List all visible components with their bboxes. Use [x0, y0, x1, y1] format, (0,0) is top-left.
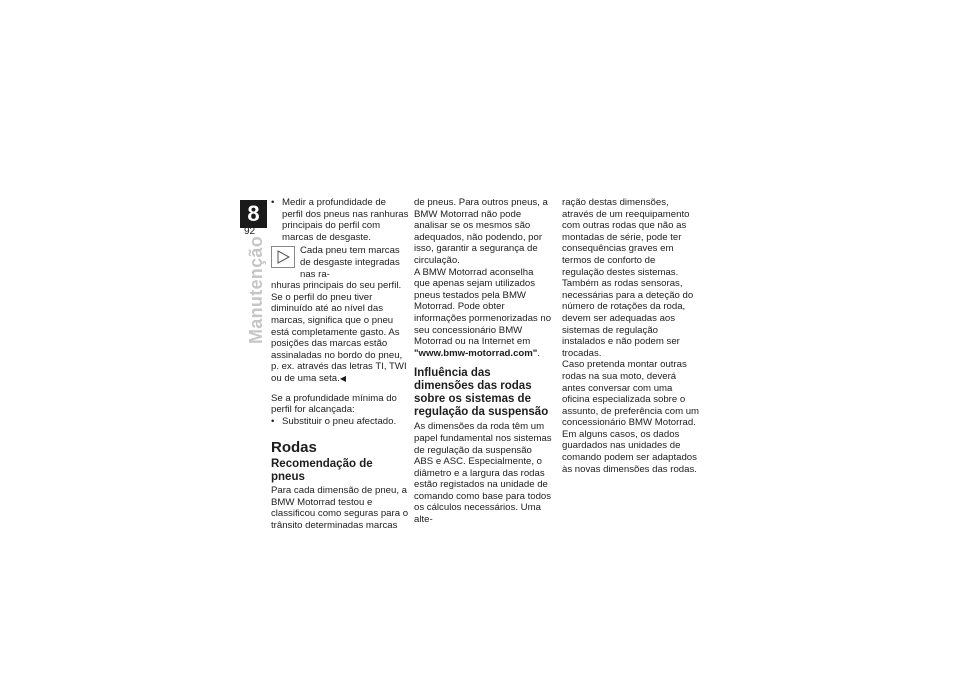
note-triangle-icon — [271, 246, 295, 268]
paragraph-min-depth: Se a profundidade mínima do perfil for alcançada: — [271, 392, 397, 416]
paragraph-change-consequences: ração destas dimensões, através de um reequipamento com outras rodas que não as montadas de série, pode ter consequências graves em termos de conforto de regulação destes sistemas. — [562, 197, 690, 278]
subheading-wheel-dimensions: Influência das dimensões das rodas sobre os sistemas de regulação da suspensão — [414, 367, 549, 419]
chapter-number-badge: 8 — [240, 200, 267, 228]
advice-end: . — [537, 347, 541, 359]
website-link[interactable]: "www.bmw-motorrad.com" — [414, 347, 538, 359]
note-rest-text: nhuras principais do seu perfil. Se o perfil do pneu tiver diminuído até ao nível das marcas, significa que o pneu está completamente gasto. As posições das marcas estão assinaladas no bordo do pneu, p. ex. através das letras TI, TWI ou de uma seta. — [271, 280, 407, 384]
bullet-text: Medir a profundidade de perfil dos pneus nas ranhuras principais do perfil com marcas de desgaste. — [282, 197, 409, 243]
end-mark-icon: ◀ — [339, 373, 346, 383]
note-block — [271, 245, 409, 280]
subheading-tyre-recommendation: Recomendação de pneus — [271, 458, 373, 484]
text-column-1 — [271, 197, 409, 532]
paragraph-sensor-wheels: Também as rodas sensoras, necessárias para a deteção do número de rotações da roda, devem ser adequadas aos sistemas de regulação instalados e não podem ser trocadas. — [562, 278, 694, 359]
text-column-3 — [562, 197, 700, 475]
advice-text: A BMW Motorrad aconselha que apenas sejam utilizados pneus testados pela BMW Motorrad. Pode obter informações pormenorizadas no seu concessionário BMW Motorrad ou na Internet em — [414, 266, 552, 348]
section-heading-rodas: Rodas — [271, 439, 317, 457]
page-number: 92 — [244, 226, 256, 237]
paragraph-workshop-advice: Caso pretenda montar outras rodas na sua moto, deverá antes conversar com uma oficina especializada sobre o assunto, de preferência com um concessionário BMW Motorrad. Em alguns casos, os dados guardados nas unidades de comando podem ser adaptados às novas dimensões das rodas. — [562, 359, 700, 475]
bullet-dot: • — [271, 197, 275, 208]
note-lead-text: Cada pneu tem marcas de desgaste integradas nas ra- — [300, 245, 400, 280]
chapter-side-label: Manutenção — [246, 235, 266, 344]
text-column-2 — [414, 197, 552, 526]
bullet-dot: • — [271, 415, 275, 427]
paragraph-wheel-dimensions: As dimensões da roda têm um papel fundamental nos sistemas de regulação da suspensão ABS e ASC. Especialmente, o diâmetro e a largura das rodas estão registados na unidade de comando como base para todos os cálculos necessários. Uma alte- — [414, 421, 552, 526]
bullet-text: Substituir o pneu afectado. — [282, 415, 397, 427]
bullet-item — [271, 416, 409, 428]
note-body — [271, 280, 409, 384]
paragraph-other-tyres: de pneus. Para outros pneus, a BMW Motorrad não pode analisar se os mesmos são adequados, não podendo, por isso, garantir a segurança de circulação. — [414, 197, 548, 266]
bullet-item — [271, 197, 409, 243]
paragraph-tyre-recommendation: Para cada dimensão de pneu, a BMW Motorrad testou e classificou como seguras para o trânsito determinadas marcas — [271, 485, 409, 532]
paragraph-advice — [414, 267, 552, 360]
